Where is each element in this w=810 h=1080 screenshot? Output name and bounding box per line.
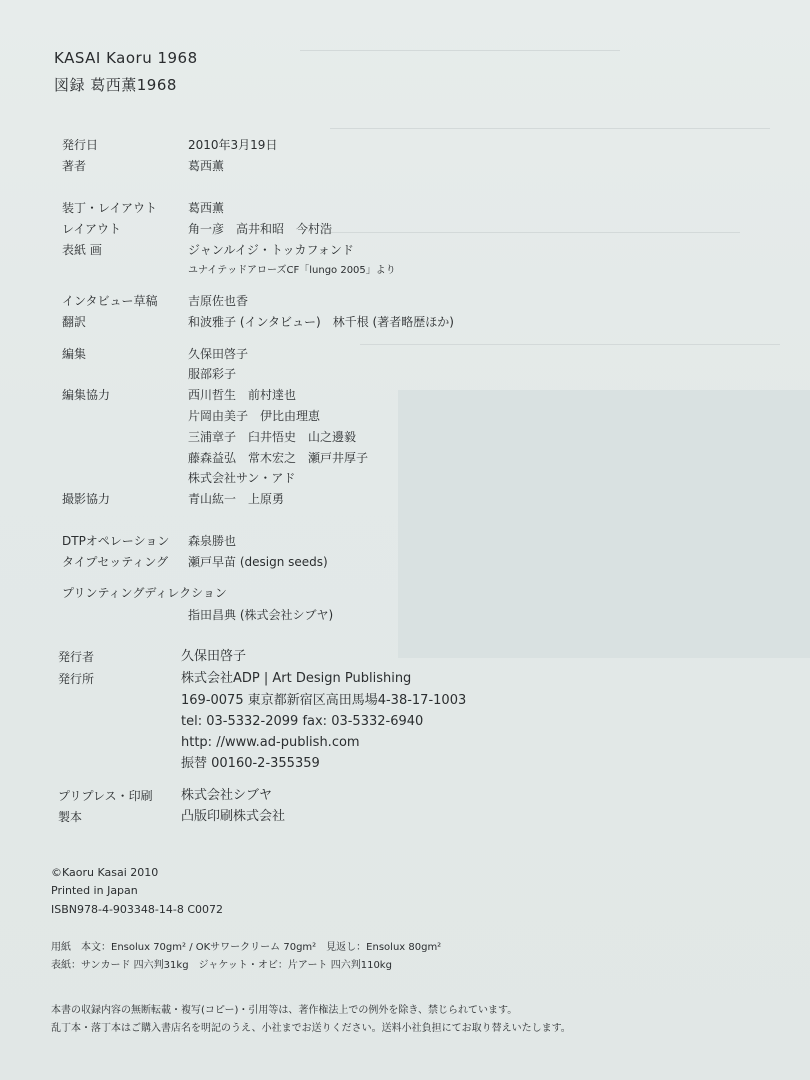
credit-value: 葛西薫 — [188, 201, 225, 215]
credit-label: 撮影協力 — [62, 492, 111, 506]
credit-label: プリンティングディレクション — [62, 586, 227, 600]
credit-label: 表紙 画 — [62, 243, 102, 257]
paper-spec: 用紙 本文：Ensolux 70gm² / OKサワークリーム 70gm² 見返し：Ensolux 80gm² — [51, 942, 442, 953]
credit-label: 装丁・レイアウト — [62, 201, 158, 215]
publisher-value: 株式会社シブヤ — [181, 788, 273, 803]
credit-label: DTPオペレーション — [62, 534, 170, 548]
credit-value: 片岡由美子 伊比由理恵 — [188, 409, 321, 423]
copyright-notice: 本書の収録内容の無断転載・複写(コピー)・引用等は、著作権法上での例外を除き、禁じられています。 — [51, 1005, 518, 1016]
credit-value: 西川哲生 前村達也 — [188, 388, 297, 402]
credit-value: 角一彦 高井和昭 今村浩 — [188, 222, 333, 236]
publisher-label: 製本 — [58, 810, 83, 824]
credit-value: 吉原佐也香 — [188, 294, 249, 308]
credit-label: 著者 — [62, 159, 87, 173]
credit-value: 株式会社サン・アド — [188, 471, 296, 485]
credit-value: ジャンルイジ・トッカフォンド — [188, 243, 354, 257]
credit-value: 森泉勝也 — [188, 534, 237, 548]
publisher-value: 凸版印刷株式会社 — [181, 809, 286, 824]
isbn: ISBN978-4-903348-14-8 C0072 — [51, 903, 224, 916]
publisher-value: http: //www.ad-publish.com — [181, 735, 360, 750]
paper-spec: 表紙：サンカード 四六判31kg ジャケット・オビ：片アート 四六判110kg — [51, 960, 392, 971]
credit-value: 葛西薫 — [188, 159, 225, 173]
credit-value: 瀬戸早苗 (design seeds) — [188, 555, 328, 569]
credit-label: 編集協力 — [62, 388, 111, 402]
publisher-label: 発行者 — [58, 650, 95, 664]
credit-value: 青山紘一 上原勇 — [188, 492, 285, 506]
publisher-value: 振替 00160-2-355359 — [181, 756, 320, 771]
credit-label: タイプセッティング — [62, 555, 169, 569]
publisher-value: 169-0075 東京都新宿区高田馬場4-38-17-1003 — [181, 693, 467, 708]
publisher-value: 株式会社ADP | Art Design Publishing — [181, 671, 412, 686]
credit-label: 発行日 — [62, 138, 99, 152]
credit-label: 編集 — [62, 347, 87, 361]
credit-value: 久保田啓子 — [188, 347, 249, 361]
credit-value: 三浦章子 臼井悟史 山之邊毅 — [188, 430, 357, 444]
credit-label: インタビュー草稿 — [62, 294, 158, 308]
credit-value: 指田昌典 (株式会社シブヤ) — [188, 608, 334, 622]
publisher-label: プリプレス・印刷 — [58, 789, 153, 803]
bleed-line — [300, 50, 620, 51]
bleed-line — [330, 128, 770, 129]
credit-value: ユナイテッドアローズCF「lungo 2005」より — [188, 265, 396, 276]
title-japanese: 図録 葛西薫1968 — [54, 76, 177, 94]
credit-value: 藤森益弘 常木宏之 瀬戸井厚子 — [188, 451, 369, 465]
bleed-line — [360, 344, 780, 345]
publisher-label: 発行所 — [58, 672, 95, 686]
credit-value: 和波雅子 (インタビュー) 林千根 (著者略歴ほか) — [188, 315, 454, 329]
credit-label: レイアウト — [62, 222, 122, 236]
publisher-value: 久保田啓子 — [181, 649, 247, 664]
credit-label: 翻訳 — [62, 315, 87, 329]
credit-value: 2010年3月19日 — [188, 138, 278, 152]
publisher-value: tel: 03-5332-2099 fax: 03-5332-6940 — [181, 714, 424, 729]
copyright-notice: 乱丁本・落丁本はご購入書店名を明記のうえ、小社までお送りください。送料小社負担にてお取り替えいたします。 — [51, 1023, 571, 1034]
printed-in: Printed in Japan — [51, 884, 138, 897]
bleed-line — [320, 232, 740, 233]
title-english: KASAI Kaoru 1968 — [54, 49, 198, 67]
copyright: ©Kaoru Kasai 2010 — [51, 866, 159, 879]
background-panel — [398, 390, 810, 658]
credit-value: 服部彩子 — [188, 367, 237, 381]
